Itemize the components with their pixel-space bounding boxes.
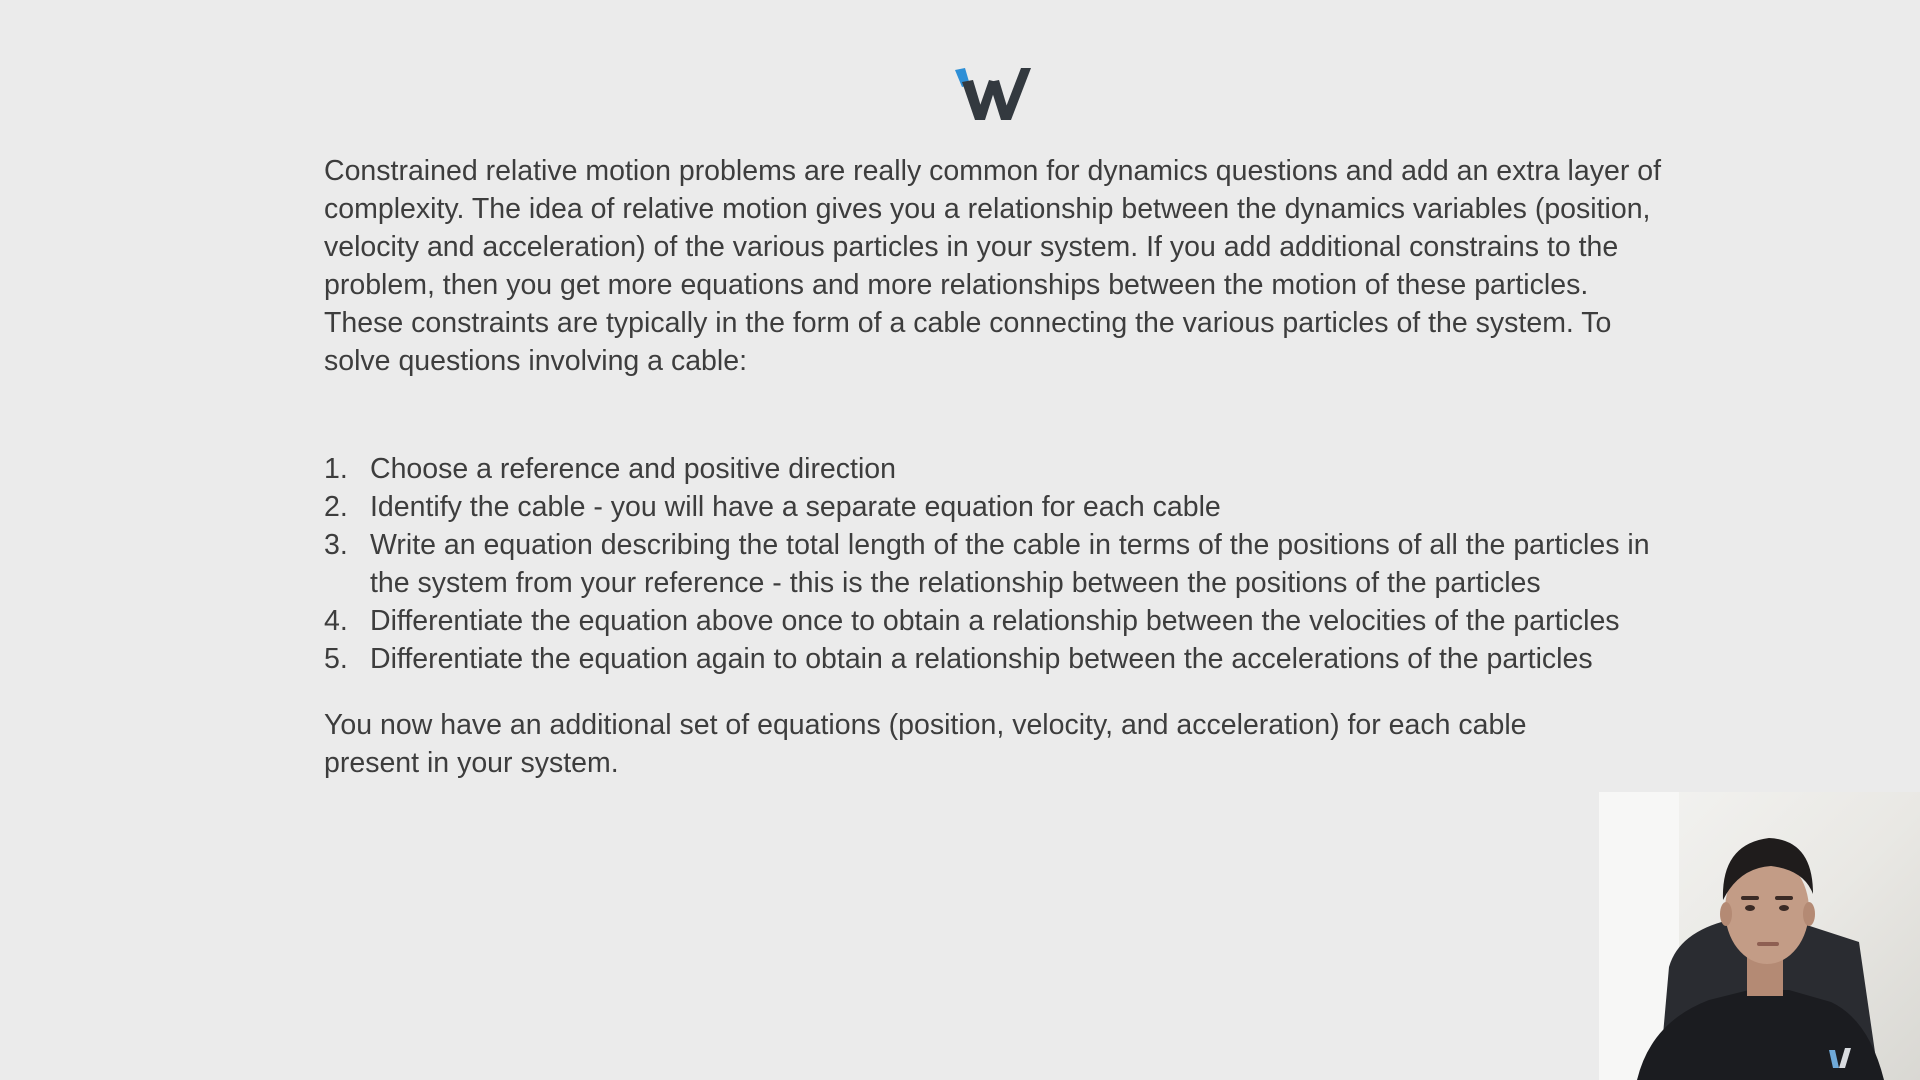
step-number: 1. [324,453,348,485]
step-text: Choose a reference and positive direction [370,453,896,485]
intro-paragraph: Constrained relative motion problems are really common for dynamics questions and add an extra layer of complexity. The idea of relative motion gives you a relationship between the dynamics variables (position, velocity and acceleration) of the various particles in your system. If you add additional constrains to the problem, then you get more equations and more relationships between the motion of these particles. These constraints are typically in the form of a cable connecting the various particles of the system. To solve questions involving a cable: [324,155,1661,377]
presenter-video [1599,792,1920,1080]
step-number: 5. [324,643,348,675]
list-item [324,640,1664,678]
outro-paragraph: You now have an additional set of equations (position, velocity, and acceleration) for each cable present in your system. [324,709,1527,779]
step-number: 4. [324,605,348,637]
list-item [324,450,1664,488]
slide-content [324,152,1664,782]
steps-list [324,450,1664,678]
step-number: 3. [324,529,348,561]
step-number: 2. [324,491,348,523]
list-item [324,488,1664,526]
list-item [324,602,1664,640]
step-text: Differentiate the equation again to obtain a relationship between the accelerations of the particles [370,643,1593,675]
step-text: Identify the cable - you will have a separate equation for each cable [370,491,1221,523]
w-logo-icon [951,64,1035,124]
list-item [324,526,1664,602]
webcam-overlay [1599,792,1920,1080]
step-text: Differentiate the equation above once to obtain a relationship between the velocities of the particles [370,605,1620,637]
step-text: Write an equation describing the total length of the cable in terms of the positions of all the particles in the system from your reference - this is the relationship between the positions of the particles [370,529,1650,599]
